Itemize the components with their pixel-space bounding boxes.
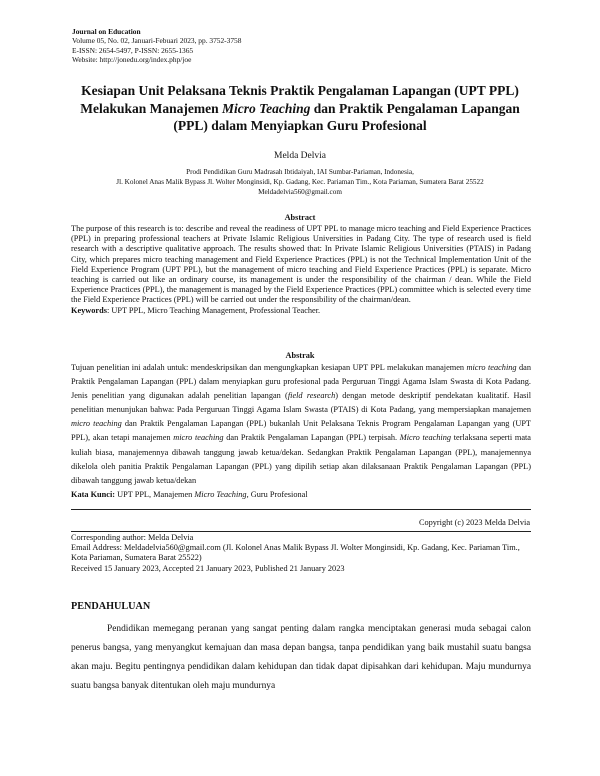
- journal-website[interactable]: Website: http://jonedu.org/index.php/joe: [72, 54, 192, 64]
- correspondence-email: Email Address: Meldadelvia560@gmail.com (Jl. Kolonel Anas Malik Bypass Jl. Wolter Monginsidi, Kp. Gadang, Kec. Pariaman Tim., Kota Pariaman, Sumatera Barat 25522): [71, 543, 520, 563]
- affiliation-line-2: Jl. Kolonel Anas Malik Bypass Jl. Wolter Monginsidi, Kp. Gadang, Kec. Pariaman Tim., Kota Pariaman, Sumatera Barat 25522: [116, 177, 484, 186]
- title-line-3: (PPL) dalam Menyiapkan Guru Profesional: [173, 118, 427, 133]
- author-email[interactable]: Meldadelvia560@gmail.com: [258, 187, 342, 196]
- journal-header: [72, 27, 241, 64]
- author-affiliation: [0, 168, 600, 197]
- paper-title: [40, 82, 560, 135]
- copyright: Copyright (c) 2023 Melda Delvia: [418, 518, 530, 527]
- correspondence: [71, 533, 531, 574]
- abstract-id-heading: Abstrak: [285, 351, 315, 360]
- title-line-1: Kesiapan Unit Pelaksana Teknis Praktik Pengalaman Lapangan (UPT PPL): [81, 83, 519, 98]
- intro-text: Pendidikan memegang peranan yang sangat penting dalam rangka menciptakan generasi muda sebagai calon penerus bangsa, yang menyangkut kemajuan dan masa depan bangsa, tanpa pendidikan yang baik mustahil suatu bangsa akan maju. Begitu pentingnya pendidikan dalam kehidupan dan tidak dapat dipisahkan dari kehidupan. Maju mundurnya suatu bangsa banyak ditentukan oleh maju mundurnya: [71, 624, 531, 691]
- intro-heading: PENDAHULUAN: [71, 601, 151, 612]
- abstract-en-heading: Abstract: [284, 213, 316, 222]
- keywords-id-label: Kata Kunci:: [71, 489, 116, 499]
- journal-name: Journal on Education: [72, 27, 141, 36]
- abstract-en-text: The purpose of this research is to: describe and reveal the readiness of UPT PPL to manage micro teaching and Field Experience Practices (PPL) in preparing professional teachers at Private Islamic Religious Universities in Padang City. The type of research used is field research with a descriptive qualitative approach. The results showed that: In Private Islamic Religious Universities (PTAIS) in Padang City, which prepares micro teaching management and Field Experience Practices (PPL) is not the Technical Implementation Unit of the Field Experience Program (UPT PPL), but the management of micro teaching and Field Experience Practices (PPL) is separate. Micro teaching is carried out like an ordinary course, its management is under the responsibility of the chairman / dean. While the Field Experience Practices (PPL), the management is managed by the Field Experience Practices (PPL) committee which is selected every time the Field Experience Practices (PPL) will be carried out under the responsibility of the chairman/dean. Keywords: UPT PPL, Micro Teaching Management, Professional Teacher.: [71, 224, 531, 315]
- journal-issn: E-ISSN: 2654-5497, P-ISSN: 2655-1365: [72, 45, 194, 55]
- author-name: Melda Delvia: [274, 151, 326, 161]
- keywords-en-label: Keywords: [71, 305, 107, 315]
- corresponding-author: Corresponding author: Melda Delvia: [71, 533, 194, 542]
- affiliation-line-1: Prodi Pendidikan Guru Madrasah Ibtidaiyah, IAI Sumbar-Pariaman, Indonesia,: [186, 168, 414, 176]
- keywords-en: : UPT PPL, Micro Teaching Management, Professional Teacher.: [106, 305, 321, 315]
- journal-volume: Volume 05, No. 02, Januari-Febuari 2023, pp. 3752-3758: [72, 36, 242, 46]
- abstract-id-text: Tujuan penelitian ini adalah untuk: mendeskripsikan dan mengungkapkan kesiapan UPT PPL melakukan manajemen micro teaching dan Praktik Pengalaman Lapangan (PPL) dalam menyiapkan guru profesional pada Perguruan Tinggi Agama Islam Swasta di Kota Padang. Jenis penelitian yang digunakan adalah penelitian lapangan (field research) dengan metode deskriptif pendekatan kualitatif. Hasil penelitian menunjukan bahwa: Pada Perguruan Tinggi Agama Islam Swasta (PTAIS) di Kota Padang, yang mempersiapkan manajemen micro teaching dan Praktik Pengalaman Lapangan (PPL) bukanlah Unit Pelaksana Teknis Program Pengalaman Lapangan yang (UPT PPL), akan tetapi manajemen micro teaching dan Praktik Pengalaman Lapangan (PPL) terpisah. Micro teaching terlaksana seperti mata kuliah biasa, manajemennya dibawah tanggung jawab ketua/dekan. Sedangkan Praktik Pengalaman Lapangan (PPL), manajemennya dikelola oleh panitia Praktik Pengalaman Lapangan (PPL) yang dipilih setiap akan dilaksanaan Praktik Pengalaman Lapangan (PPL) dibawah tanggung jawab ketua/dekan Kata Kunci: UPT PPL, Manajemen Micro Teaching, Guru Profesional: [71, 363, 532, 499]
- article-dates: Received 15 January 2023, Accepted 21 January 2023, Published 21 January 2023: [71, 563, 345, 573]
- divider-bottom: [71, 531, 531, 532]
- divider-top: [71, 509, 531, 510]
- title-line-2: Melakukan Manajemen Micro Teaching dan Praktik Pengalaman Lapangan: [80, 100, 520, 116]
